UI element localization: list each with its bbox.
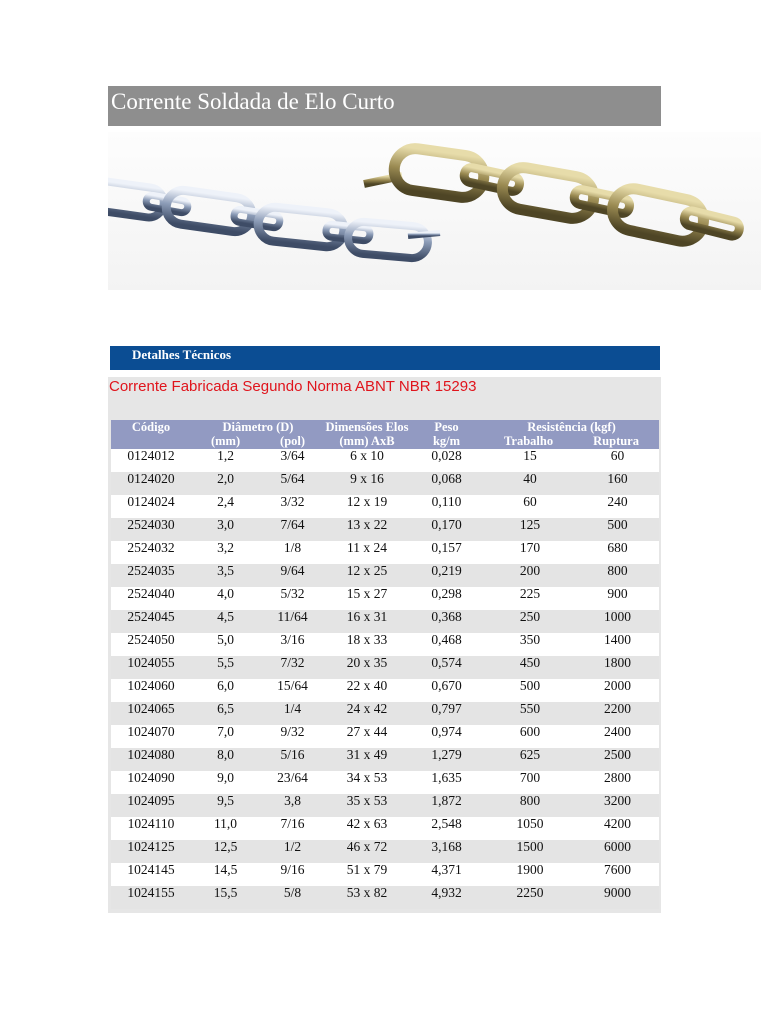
cell-codigo: 1024095 [111, 794, 191, 817]
cell-dimensoes: 22 x 40 [325, 679, 409, 702]
cell-codigo: 2524040 [111, 587, 191, 610]
cell-dimensoes: 31 x 49 [325, 748, 409, 771]
table-row [111, 840, 659, 863]
cell-trabalho: 40 [484, 472, 576, 495]
cell-ruptura: 240 [576, 495, 659, 518]
cell-ruptura: 2800 [576, 771, 659, 794]
cell-trabalho: 15 [484, 449, 576, 472]
cell-diametro-pol: 1/4 [260, 702, 325, 725]
cell-dimensoes: 11 x 24 [325, 541, 409, 564]
cell-diametro-pol: 1/8 [260, 541, 325, 564]
header-kgm: kg/m [432, 434, 461, 448]
spec-table [111, 420, 659, 909]
table-row [111, 702, 659, 725]
table-row [111, 748, 659, 771]
cell-peso: 0,670 [409, 679, 484, 702]
cell-diametro-pol: 5/8 [260, 886, 325, 909]
cell-diametro-pol: 3,8 [260, 794, 325, 817]
cell-diametro-mm: 5,5 [191, 656, 260, 679]
cell-trabalho: 200 [484, 564, 576, 587]
cell-ruptura: 2000 [576, 679, 659, 702]
header-diametro [191, 420, 325, 449]
cell-dimensoes: 42 x 63 [325, 817, 409, 840]
cell-trabalho: 450 [484, 656, 576, 679]
table-row [111, 610, 659, 633]
cell-codigo: 1024155 [111, 886, 191, 909]
cell-trabalho: 500 [484, 679, 576, 702]
cell-diametro-pol: 7/32 [260, 656, 325, 679]
cell-dimensoes: 15 x 27 [325, 587, 409, 610]
cell-trabalho: 550 [484, 702, 576, 725]
cell-diametro-mm: 12,5 [191, 840, 260, 863]
cell-codigo: 1024055 [111, 656, 191, 679]
cell-codigo: 1024080 [111, 748, 191, 771]
cell-diametro-pol: 7/16 [260, 817, 325, 840]
cell-codigo: 1024060 [111, 679, 191, 702]
cell-trabalho: 1050 [484, 817, 576, 840]
cell-diametro-mm: 6,5 [191, 702, 260, 725]
table-row [111, 679, 659, 702]
cell-trabalho: 125 [484, 518, 576, 541]
cell-ruptura: 7600 [576, 863, 659, 886]
cell-diametro-mm: 11,0 [191, 817, 260, 840]
cell-diametro-mm: 14,5 [191, 863, 260, 886]
cell-peso: 4,371 [409, 863, 484, 886]
table-row [111, 564, 659, 587]
cell-diametro-mm: 3,0 [191, 518, 260, 541]
cell-diametro-mm: 6,0 [191, 679, 260, 702]
cell-peso: 0,028 [409, 449, 484, 472]
cell-peso: 0,298 [409, 587, 484, 610]
cell-diametro-mm: 9,0 [191, 771, 260, 794]
cell-peso: 2,548 [409, 817, 484, 840]
cell-trabalho: 60 [484, 495, 576, 518]
header-peso-label: Peso [434, 420, 459, 434]
cell-peso: 0,574 [409, 656, 484, 679]
table-row [111, 587, 659, 610]
cell-diametro-mm: 9,5 [191, 794, 260, 817]
header-resistencia-label: Resistência (kgf) [527, 420, 616, 434]
cell-trabalho: 1500 [484, 840, 576, 863]
cell-ruptura: 680 [576, 541, 659, 564]
cell-dimensoes: 9 x 16 [325, 472, 409, 495]
cell-peso: 1,635 [409, 771, 484, 794]
cell-diametro-mm: 3,2 [191, 541, 260, 564]
cell-diametro-pol: 3/32 [260, 495, 325, 518]
table-row [111, 472, 659, 495]
cell-codigo: 2524035 [111, 564, 191, 587]
cell-ruptura: 160 [576, 472, 659, 495]
cell-trabalho: 800 [484, 794, 576, 817]
header-dimensoes-label: Dimensões Elos [325, 420, 409, 434]
cell-trabalho: 225 [484, 587, 576, 610]
cell-ruptura: 1800 [576, 656, 659, 679]
cell-ruptura: 1000 [576, 610, 659, 633]
table-row [111, 725, 659, 748]
chain-photo [108, 132, 761, 290]
cell-dimensoes: 46 x 72 [325, 840, 409, 863]
cell-codigo: 2524032 [111, 541, 191, 564]
steel-chain-photo [108, 179, 440, 260]
cell-dimensoes: 18 x 33 [325, 633, 409, 656]
cell-peso: 0,368 [409, 610, 484, 633]
cell-codigo: 1024090 [111, 771, 191, 794]
cell-diametro-mm: 2,4 [191, 495, 260, 518]
cell-peso: 4,932 [409, 886, 484, 909]
cell-ruptura: 60 [576, 449, 659, 472]
cell-dimensoes: 53 x 82 [325, 886, 409, 909]
cell-ruptura: 500 [576, 518, 659, 541]
cell-peso: 0,219 [409, 564, 484, 587]
cell-trabalho: 350 [484, 633, 576, 656]
table-row [111, 518, 659, 541]
cell-diametro-pol: 5/64 [260, 472, 325, 495]
table-row [111, 863, 659, 886]
cell-ruptura: 1400 [576, 633, 659, 656]
cell-diametro-pol: 7/64 [260, 518, 325, 541]
cell-ruptura: 4200 [576, 817, 659, 840]
cell-dimensoes: 35 x 53 [325, 794, 409, 817]
cell-codigo: 2524045 [111, 610, 191, 633]
cell-dimensoes: 16 x 31 [325, 610, 409, 633]
header-resistencia [484, 420, 659, 449]
cell-diametro-pol: 3/64 [260, 449, 325, 472]
table-row [111, 541, 659, 564]
cell-diametro-pol: 9/16 [260, 863, 325, 886]
cell-diametro-mm: 1,2 [191, 449, 260, 472]
table-row [111, 771, 659, 794]
chain-illustration [108, 132, 761, 290]
cell-diametro-pol: 3/16 [260, 633, 325, 656]
cell-diametro-mm: 3,5 [191, 564, 260, 587]
header-trabalho: Trabalho [504, 434, 554, 448]
cell-trabalho: 600 [484, 725, 576, 748]
cell-trabalho: 625 [484, 748, 576, 771]
cell-ruptura: 2200 [576, 702, 659, 725]
cell-diametro-pol: 15/64 [260, 679, 325, 702]
cell-diametro-pol: 9/64 [260, 564, 325, 587]
cell-dimensoes: 13 x 22 [325, 518, 409, 541]
cell-codigo: 1024145 [111, 863, 191, 886]
table-header-row [111, 420, 659, 449]
cell-dimensoes: 34 x 53 [325, 771, 409, 794]
cell-diametro-pol: 11/64 [260, 610, 325, 633]
cell-diametro-mm: 5,0 [191, 633, 260, 656]
header-axb: (mm) AxB [339, 434, 395, 448]
cell-codigo: 1024070 [111, 725, 191, 748]
cell-trabalho: 1900 [484, 863, 576, 886]
cell-peso: 0,068 [409, 472, 484, 495]
cell-diametro-mm: 2,0 [191, 472, 260, 495]
table-row [111, 886, 659, 909]
cell-codigo: 1024065 [111, 702, 191, 725]
cell-dimensoes: 6 x 10 [325, 449, 409, 472]
cell-codigo: 0124020 [111, 472, 191, 495]
header-pol: (pol) [280, 434, 306, 448]
cell-dimensoes: 12 x 25 [325, 564, 409, 587]
cell-codigo: 1024110 [111, 817, 191, 840]
cell-codigo: 2524050 [111, 633, 191, 656]
cell-codigo: 0124012 [111, 449, 191, 472]
cell-trabalho: 2250 [484, 886, 576, 909]
table-row [111, 817, 659, 840]
table-row [111, 656, 659, 679]
table-row [111, 449, 659, 472]
norm-text: Corrente Fabricada Segundo Norma ABNT NBR 15293 [109, 378, 477, 395]
header-dimensoes [325, 420, 409, 449]
cell-ruptura: 2400 [576, 725, 659, 748]
cell-trabalho: 700 [484, 771, 576, 794]
cell-ruptura: 3200 [576, 794, 659, 817]
table-row [111, 495, 659, 518]
cell-diametro-pol: 5/32 [260, 587, 325, 610]
cell-dimensoes: 12 x 19 [325, 495, 409, 518]
cell-ruptura: 2500 [576, 748, 659, 771]
header-diametro-label: Diâmetro (D) [222, 420, 294, 434]
cell-dimensoes: 27 x 44 [325, 725, 409, 748]
cell-ruptura: 800 [576, 564, 659, 587]
cell-peso: 1,872 [409, 794, 484, 817]
cell-peso: 0,974 [409, 725, 484, 748]
cell-diametro-mm: 15,5 [191, 886, 260, 909]
cell-diametro-pol: 5/16 [260, 748, 325, 771]
cell-dimensoes: 24 x 42 [325, 702, 409, 725]
cell-peso: 1,279 [409, 748, 484, 771]
cell-dimensoes: 20 x 35 [325, 656, 409, 679]
cell-peso: 0,468 [409, 633, 484, 656]
cell-codigo: 1024125 [111, 840, 191, 863]
header-peso [409, 420, 484, 449]
table-body [111, 449, 659, 909]
header-ruptura: Ruptura [593, 434, 639, 448]
table-row [111, 633, 659, 656]
header-codigo: Código [111, 420, 191, 449]
cell-ruptura: 900 [576, 587, 659, 610]
table-row [111, 794, 659, 817]
cell-peso: 3,168 [409, 840, 484, 863]
cell-diametro-pol: 1/2 [260, 840, 325, 863]
section-header: Detalhes Técnicos [110, 346, 660, 370]
cell-peso: 0,157 [409, 541, 484, 564]
cell-diametro-mm: 4,5 [191, 610, 260, 633]
cell-codigo: 2524030 [111, 518, 191, 541]
cell-trabalho: 170 [484, 541, 576, 564]
cell-dimensoes: 51 x 79 [325, 863, 409, 886]
header-mm: (mm) [210, 434, 241, 448]
cell-ruptura: 6000 [576, 840, 659, 863]
cell-trabalho: 250 [484, 610, 576, 633]
cell-diametro-mm: 7,0 [191, 725, 260, 748]
cell-peso: 0,110 [409, 495, 484, 518]
cell-codigo: 0124024 [111, 495, 191, 518]
cell-ruptura: 9000 [576, 886, 659, 909]
cell-peso: 0,797 [409, 702, 484, 725]
cell-diametro-pol: 9/32 [260, 725, 325, 748]
cell-diametro-mm: 8,0 [191, 748, 260, 771]
cell-peso: 0,170 [409, 518, 484, 541]
cell-diametro-pol: 23/64 [260, 771, 325, 794]
cell-diametro-mm: 4,0 [191, 587, 260, 610]
page-title: Corrente Soldada de Elo Curto [108, 86, 661, 126]
